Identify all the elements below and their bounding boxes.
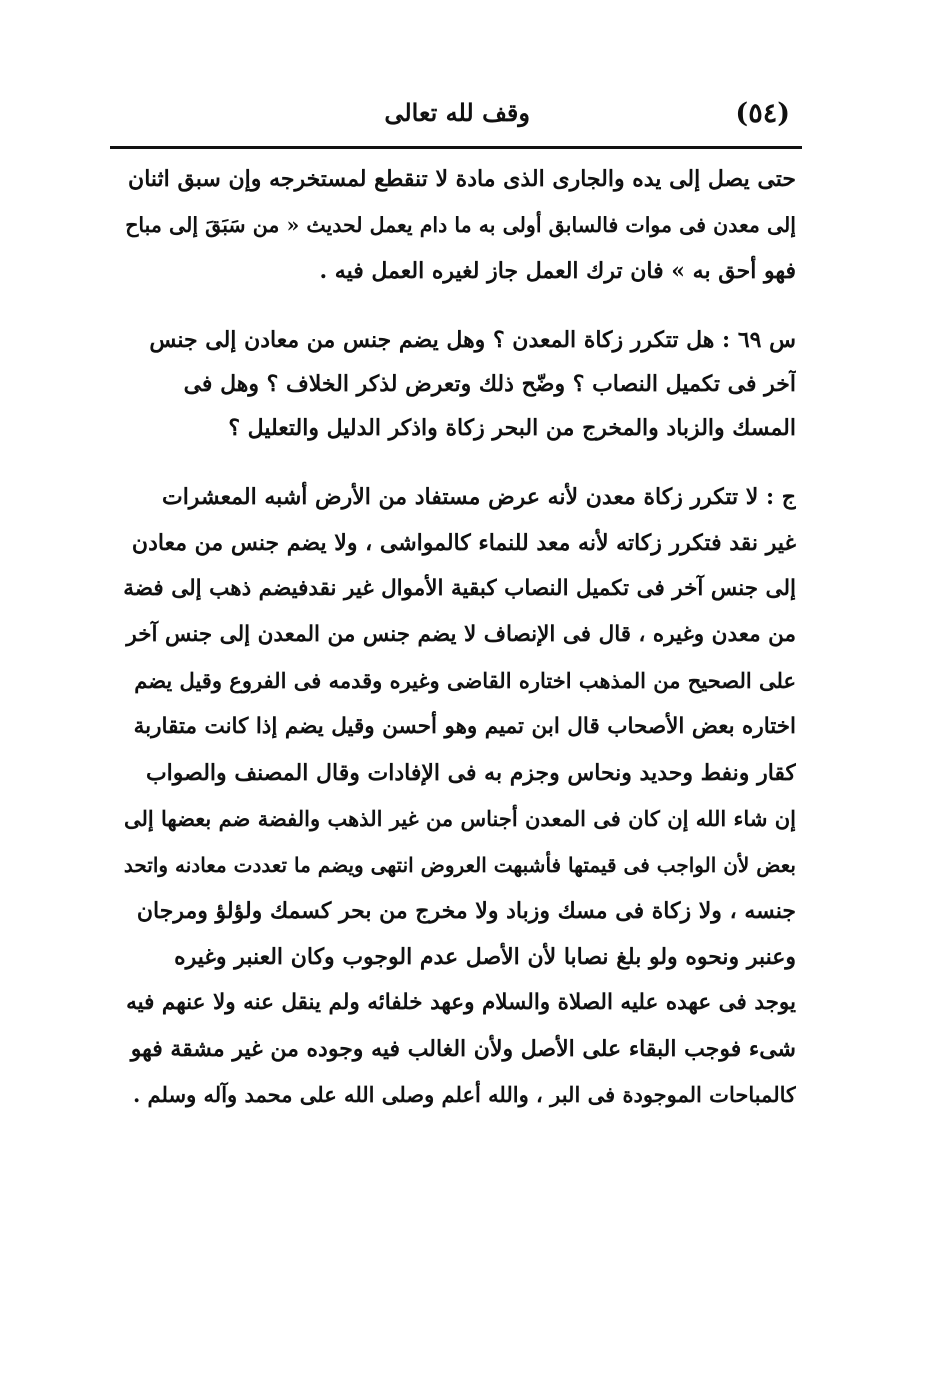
text-line: شىء فوجب البقاء على الأصل ولأن الغالب فيه وجوده من غير مشقة فهو <box>130 1036 796 1062</box>
answer-paragraph <box>120 474 796 1118</box>
question-paragraph <box>120 318 796 450</box>
text-line: س ٦٩ : هل تتكرر زكاة المعدن ؟ وهل يضم جنس من معادن إلى جنس <box>149 327 796 353</box>
text-line: ج : لا تتكرر زكاة معدن لأنه عرض مستفاد من الأرض أشبه المعشرات <box>161 484 796 510</box>
text-line: آخر فى تكميل النصاب ؟ وضّح ذلك وتعرض لذكر الخلاف ؟ وهل فى <box>183 371 796 397</box>
text-line: من معدن وغيره ، قال فى الإنصاف لا يضم جنس من المعدن إلى جنس آخر <box>126 622 796 647</box>
text-line: فهو أحق به » فان ترك العمل جاز لغيره العمل فيه . <box>319 258 796 284</box>
text-line: كقار ونفط وحديد ونحاس وجزم به فى الإفادات وقال المصنف والصواب <box>145 760 796 786</box>
text-line: إن شاء الله إن كان فى المعدن أجناس من غير الذهب والفضة ضم بعضها إلى <box>123 806 796 831</box>
text-line: حتى يصل إلى يده والجارى الذى مادة لا تنقطع لمستخرجه وإن سبق اثنان <box>128 166 796 192</box>
text-line: إلى معدن فى موات فالسابق أولى به ما دام يعمل لحديث « من سَبَقَ إلى مباح <box>125 213 796 237</box>
running-title: وقف لله تعالى <box>384 98 530 127</box>
text-line: جنسه ، ولا زكاة فى مسك وزباد ولا مخرج من بحر كسمك ولؤلؤ ومرجان <box>136 898 796 924</box>
text-line: على الصحيح من المذهب اختاره القاضى وغيره وقدمه فى الفروع وقيل يضم <box>134 668 796 693</box>
header-rule <box>110 146 802 149</box>
text-line: كالمباحات الموجودة فى البر ، والله أعلم وصلى الله على محمد وآله وسلم . <box>132 1082 796 1107</box>
text-line: غير نقد فتكرر زكاته لأنه معد للنماء كالمواشى ، ولا يضم جنس من معادن <box>131 530 796 556</box>
text-line: بعض لأن الواجب فى قيمتها فأشبهت العروض انتهى ويضم ما تعددت معادنه واتحد <box>123 853 796 877</box>
text-line: يوجد فى عهده عليه الصلاة والسلام وعهد خلفائه ولم ينقل عنه ولا عنهم فيه <box>126 990 796 1015</box>
text-line: المسك والزباد والمخرج من البحر زكاة واذكر الدليل والتعليل ؟ <box>228 415 796 441</box>
page-number: (٥٤) <box>735 98 790 129</box>
text-line: وعنبر ونحوه ولو بلغ نصابا لأن الأصل عدم الوجوب وكان العنبر وغيره <box>174 944 796 970</box>
page-header <box>108 92 800 140</box>
paragraph-continuation <box>120 156 796 294</box>
text-line: إلى جنس آخر فى تكميل النصاب كبقية الأموال غير نقدفيضم ذهب إلى فضة <box>123 576 796 601</box>
text-line: اختاره بعض الأصحاب قال ابن تميم وهو أحسن وقيل يضم إذا كانت متقاربة <box>133 714 796 739</box>
